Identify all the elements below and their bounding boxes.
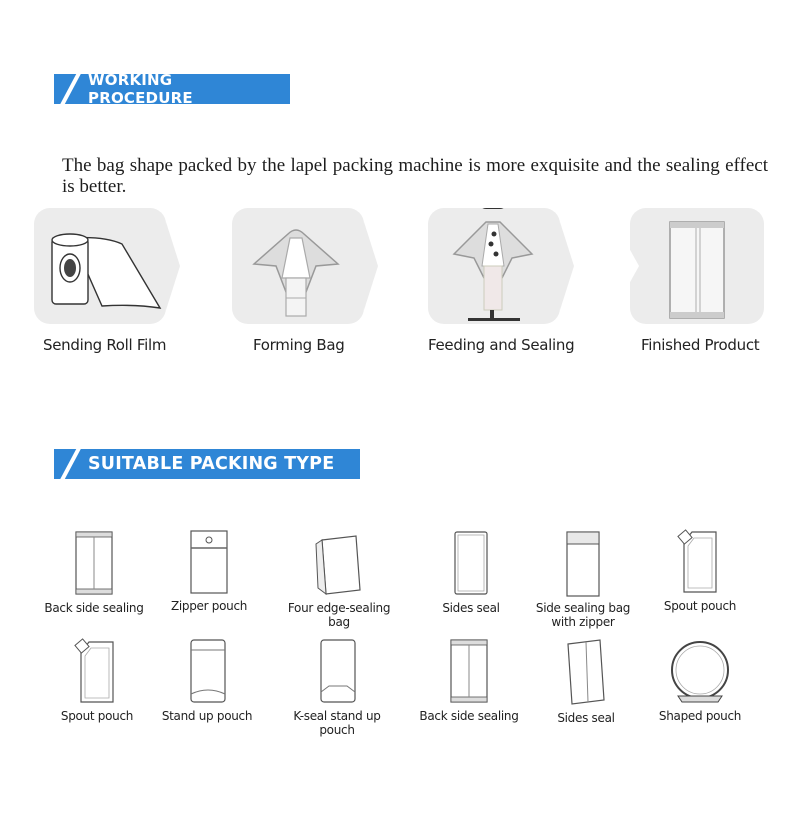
k-seal-pouch-icon [307,636,367,706]
step-label: Forming Bag [253,336,345,354]
section-title: WORKING PROCEDURE [84,74,290,104]
packing-type-item [645,636,755,723]
spout-pouch-icon [670,528,730,596]
packing-type-label: Spout pouch [60,709,134,723]
banner-slash-icon [54,449,84,479]
packing-type-label: Sides seal [557,711,615,725]
packing-type-label: Back side sealing [44,601,144,615]
step-label: Feeding and Sealing [428,336,575,354]
packing-type-label: Four edge-sealing bag [287,601,391,629]
packing-type-item [283,528,395,629]
finished-bag-icon [630,208,780,324]
stand-up-pouch-icon [177,636,237,706]
packing-type-label: K-seal stand up pouch [293,709,381,737]
step-label: Sending Roll Film [43,336,167,354]
film-roll-icon [34,208,184,324]
suitable-packing-type-banner [54,449,360,479]
packing-type-item [528,528,638,629]
packing-type-label: Zipper pouch [170,599,248,613]
working-procedure-banner [54,71,290,107]
intro-text: The bag shape packed by the lapel packing machine is more exquisite and the sealing effect is better. [62,155,768,197]
section-title: SUITABLE PACKING TYPE [84,449,360,479]
packing-type-item [414,636,524,723]
packing-type-item [42,636,152,723]
back-seal-bag-icon [64,528,124,598]
packing-type-item [531,636,641,725]
packing-type-item [39,528,149,615]
packing-type-item [645,528,755,613]
banner-slash-icon [54,74,84,104]
back-seal-bag-icon [439,636,499,706]
packing-type-label: Spout pouch [663,599,737,613]
side-seal-zipper-bag-icon [553,528,613,598]
spout-pouch-icon [67,636,127,706]
feeding-sealing-icon [428,208,578,328]
packing-type-item [416,528,526,615]
packing-type-label: Sides seal [442,601,500,615]
forming-collar-icon [232,208,382,324]
sides-seal-bag-icon [441,528,501,598]
packing-type-label: Side sealing bag with zipper [535,601,631,629]
packing-type-label: Shaped pouch [658,709,742,723]
packing-type-item [154,528,264,613]
packing-type-item [282,636,392,737]
shaped-pouch-icon [660,636,740,706]
packing-type-label: Stand up pouch [161,709,253,723]
four-edge-bag-icon [304,528,374,598]
zipper-pouch-icon [179,528,239,596]
step-label: Finished Product [641,336,760,354]
packing-type-item [152,636,262,723]
sides-seal-bag-icon [556,636,616,708]
packing-type-label: Back side sealing [419,709,519,723]
